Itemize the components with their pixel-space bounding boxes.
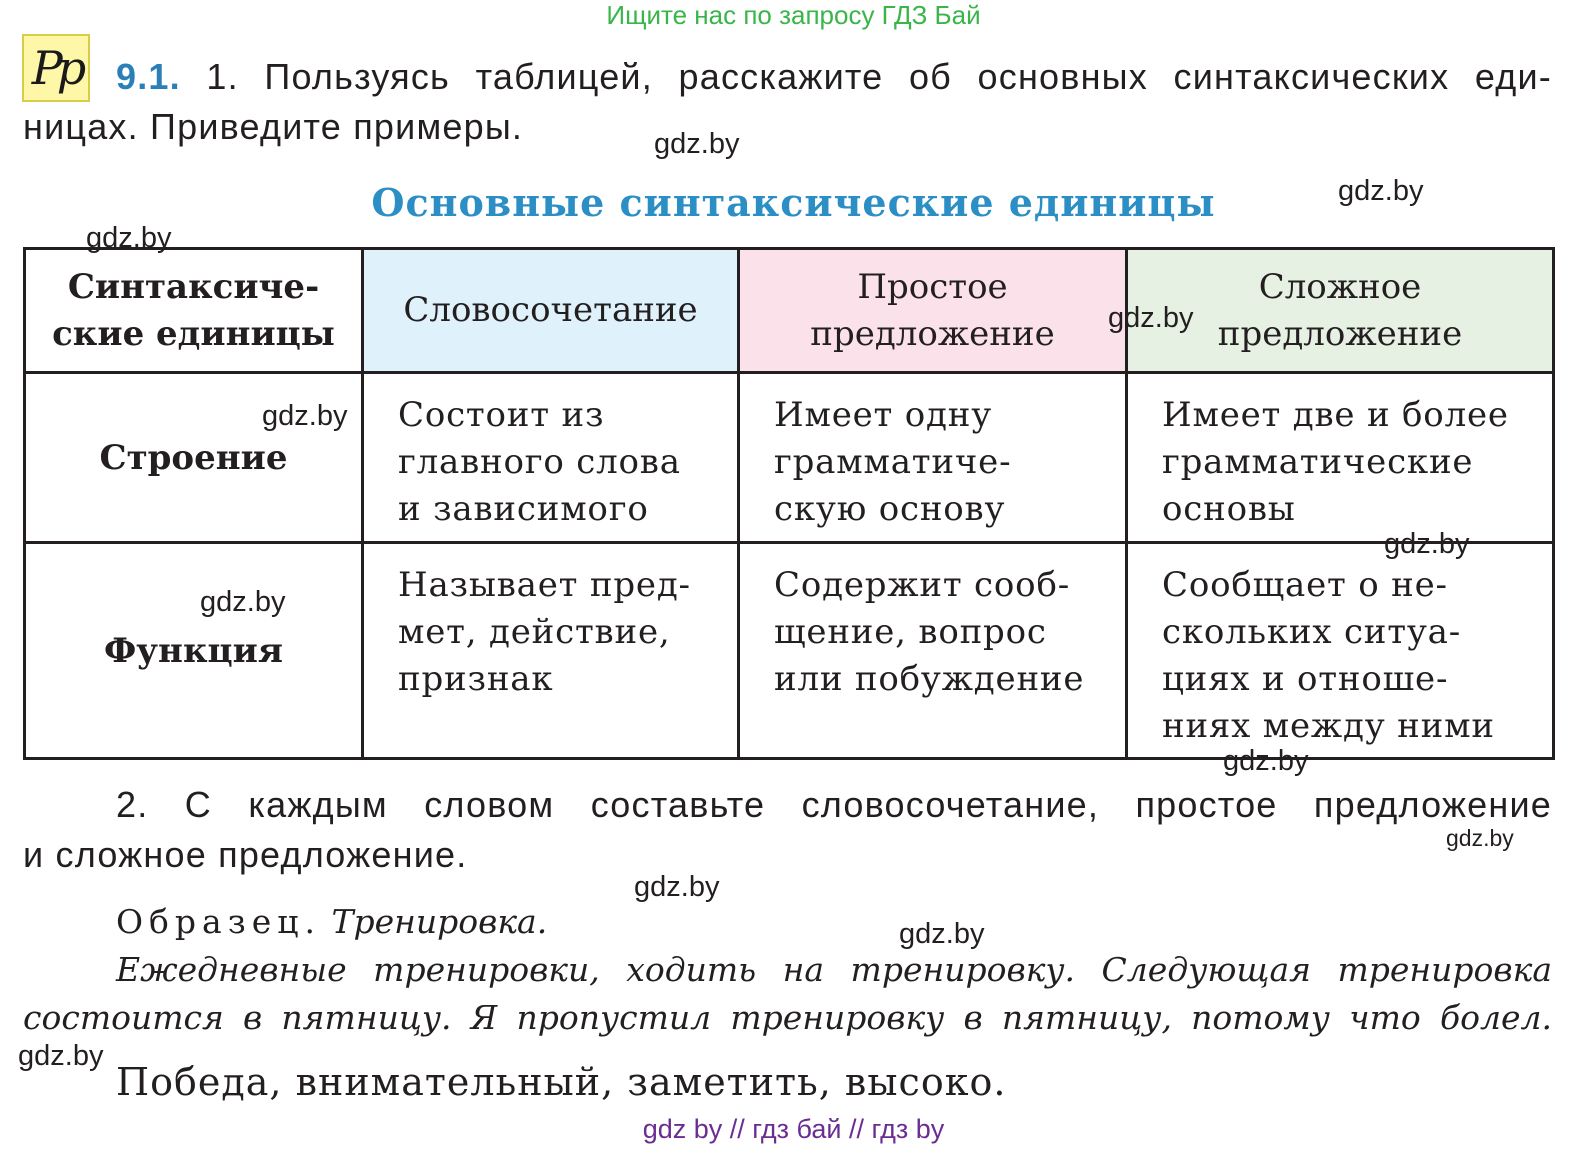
table-cell	[363, 543, 739, 759]
sample-word: Тренировка.	[331, 902, 548, 941]
syntax-units-table	[23, 247, 1555, 760]
row-label-function: Функция	[25, 543, 363, 759]
cell-line: грамматиче-	[774, 442, 1012, 482]
task2-line2: и сложное предложение.	[23, 834, 468, 875]
cell-line: Имеет одну	[774, 395, 993, 435]
cell-line: ниях между ними	[1162, 706, 1495, 746]
table-cell	[1127, 543, 1554, 759]
cell-line: признак	[398, 659, 554, 699]
table-cell	[739, 373, 1127, 543]
rule-badge-icon: Pp	[22, 34, 90, 102]
header-line: Синтаксиче-	[67, 266, 320, 307]
task1-text: 1. Пользуясь таблицей, расскажите об основных синтаксических еди-	[206, 56, 1552, 97]
table-cell	[1127, 373, 1554, 543]
cell-line: скую основу	[774, 489, 1006, 529]
cell-line: Имеет две и более	[1162, 395, 1509, 435]
cell-line: щение, вопрос	[774, 612, 1047, 652]
table-title: Основные синтаксические единицы	[371, 180, 1216, 225]
cell-line: скольких ситуа-	[1162, 612, 1462, 652]
watermark: gdz.by	[1338, 175, 1424, 207]
cell-line: Называет пред-	[398, 565, 691, 605]
cell-line: Состоит из	[398, 395, 605, 435]
header-line: Простое	[857, 266, 1008, 307]
task1-line2: ницах. Приведите примеры.	[23, 106, 524, 147]
sample-label: Образец.	[116, 902, 321, 941]
table-row	[25, 373, 1554, 543]
header-line: Словосочетание	[403, 290, 698, 330]
footer-links: gdz by // гдз бай // гдз by	[642, 1114, 945, 1144]
table-cell	[363, 373, 739, 543]
watermark: gdz.by	[1108, 302, 1194, 334]
cell-line: главного слова	[398, 442, 681, 482]
header-syntax-units	[25, 249, 363, 373]
watermark: gdz.by	[18, 1040, 104, 1072]
cell-line: основы	[1162, 489, 1296, 529]
header-line: предложение	[1217, 313, 1463, 354]
cell-line: или побуждение	[774, 659, 1085, 699]
watermark: gdz.by	[86, 222, 172, 254]
row-label-structure: Строение	[25, 373, 363, 543]
watermark: gdz.by	[634, 871, 720, 903]
top-banner: Ищите нас по запросу ГДЗ Бай	[606, 0, 981, 30]
sample-heading	[116, 902, 547, 941]
table-header-row	[25, 249, 1554, 373]
header-line: предложение	[810, 313, 1055, 354]
watermark: gdz.by	[262, 400, 348, 432]
watermark: gdz.by	[200, 586, 286, 618]
cell-line: Содержит сооб-	[774, 565, 1070, 605]
cell-line: циях и отноше-	[1162, 659, 1449, 699]
watermark: gdz.by	[654, 128, 740, 160]
watermark: gdz.by	[1223, 745, 1309, 777]
watermark: gdz.by	[899, 918, 985, 950]
table-row	[25, 543, 1554, 759]
header-phrase	[363, 249, 739, 373]
cell-line: и зависимого	[398, 489, 649, 529]
cell-line: мет, действие,	[398, 612, 671, 652]
watermark: gdz.by	[1384, 528, 1470, 560]
sample-line1: Ежедневные тренировки, ходить на тренировку. Следующая тренировка	[116, 950, 1552, 989]
header-line: Сложное	[1258, 266, 1422, 307]
cell-line: Сообщает о не-	[1162, 565, 1448, 605]
table-cell	[739, 543, 1127, 759]
header-simple-sentence	[739, 249, 1127, 373]
cell-line: грамматические	[1162, 442, 1474, 482]
task2-line1: 2. С каждым словом составьте словосочетание, простое предложение	[116, 784, 1552, 825]
task1-line1	[116, 56, 1552, 98]
sample-line2: состоится в пятницу. Я пропустил тренировку в пятницу, потому что болел.	[23, 998, 1552, 1037]
header-line: ские единицы	[52, 313, 335, 354]
task-number: 9.1.	[116, 56, 181, 97]
watermark: gdz.by	[1446, 825, 1514, 851]
task-words: Победа, внимательный, заметить, высоко.	[116, 1060, 1007, 1104]
